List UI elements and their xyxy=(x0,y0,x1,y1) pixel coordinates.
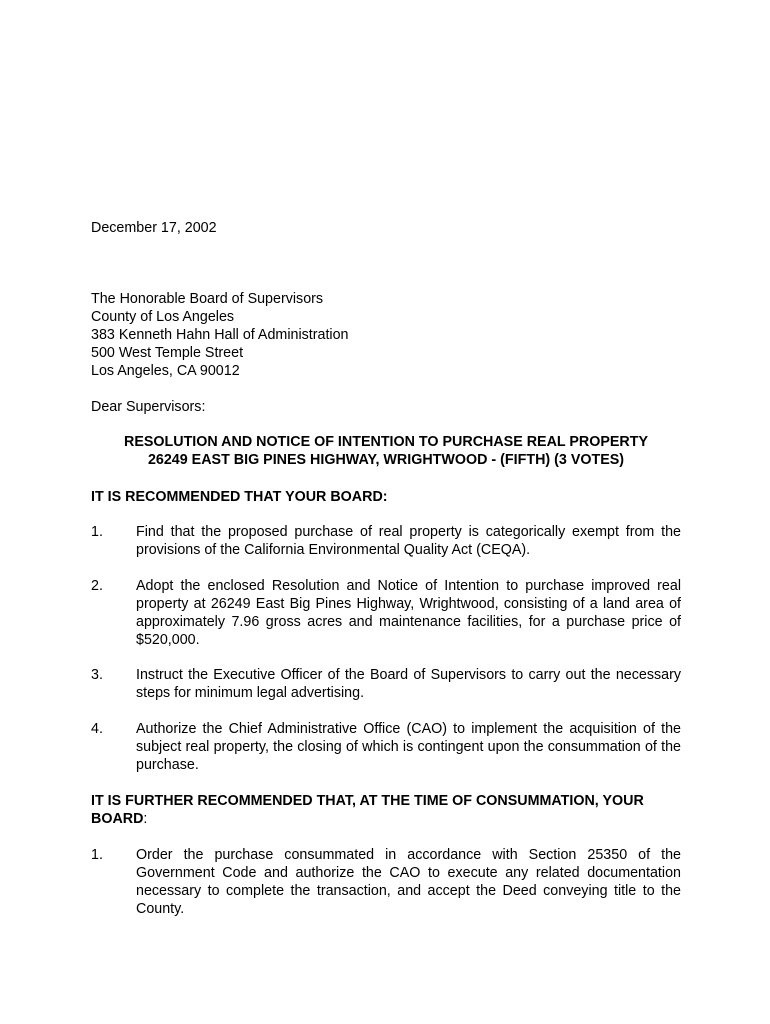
further-recommendation-heading xyxy=(91,792,681,828)
address-line: 383 Kenneth Hahn Hall of Administration xyxy=(91,327,349,343)
item-text: Find that the proposed purchase of real property is categorically exempt from the provisions of the California Environmental Quality Act (CEQA). xyxy=(136,524,681,558)
recommendation-item xyxy=(91,720,681,774)
item-number: 1. xyxy=(91,847,103,863)
item-text: Authorize the Chief Administrative Office (CAO) to implement the acquisition of the subject real property, the closing of which is contingent upon the consummation of the purchase. xyxy=(136,721,681,773)
recommendation-heading: IT IS RECOMMENDED THAT YOUR BOARD: xyxy=(91,489,388,505)
letter-date: December 17, 2002 xyxy=(91,220,217,236)
further-heading-colon: : xyxy=(143,811,148,827)
further-heading-text: IT IS FURTHER RECOMMENDED THAT, AT THE TIME OF CONSUMMATION, YOUR BOARD xyxy=(91,793,644,827)
item-number: 4. xyxy=(91,721,103,737)
subject-line-1: RESOLUTION AND NOTICE OF INTENTION TO PURCHASE REAL PROPERTY xyxy=(124,434,648,450)
recommendation-item xyxy=(91,577,681,649)
item-number: 1. xyxy=(91,524,103,540)
recommendation-item xyxy=(91,523,681,559)
item-number: 2. xyxy=(91,578,103,594)
address-line: The Honorable Board of Supervisors xyxy=(91,291,324,307)
subject-heading xyxy=(91,433,681,469)
item-text: Order the purchase consummated in accordance with Section 25350 of the Government Code and authorize the CAO to execute any related documentation necessary to complete the transaction, and accept the Deed conveying title to the County. xyxy=(136,847,681,917)
further-recommendation-item xyxy=(91,846,681,918)
subject-line-2: 26249 EAST BIG PINES HIGHWAY, WRIGHTWOOD - (FIFTH) (3 VOTES) xyxy=(147,452,625,468)
salutation: Dear Supervisors: xyxy=(91,399,206,415)
item-text: Adopt the enclosed Resolution and Notice of Intention to purchase improved real property at 26249 East Big Pines Highway, Wrightwood, consisting of a land area of approximately 7.96 gross acres and maintenance facilities, for a purchase price of $520,000. xyxy=(136,578,681,648)
address-line: County of Los Angeles xyxy=(91,309,235,325)
address-line: Los Angeles, CA 90012 xyxy=(91,363,240,379)
recommendation-item xyxy=(91,666,681,702)
recipient-address xyxy=(91,290,349,380)
address-line: 500 West Temple Street xyxy=(91,345,244,361)
item-text: Instruct the Executive Officer of the Board of Supervisors to carry out the necessary steps for minimum legal advertising. xyxy=(136,667,681,701)
item-number: 3. xyxy=(91,667,103,683)
